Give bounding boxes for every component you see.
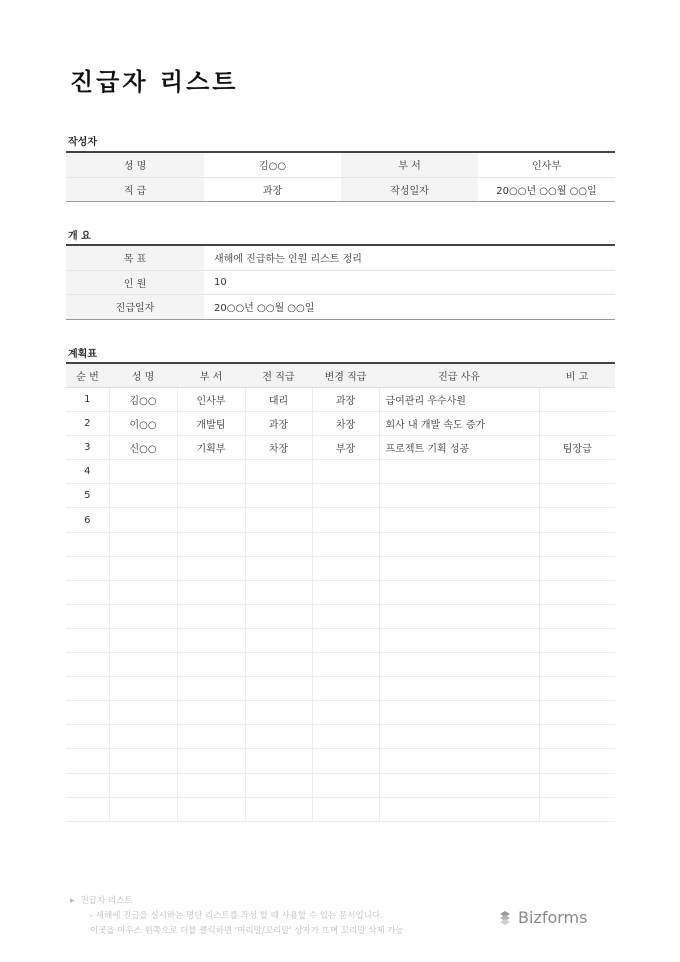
cell-col-name[interactable]: 이○○ <box>109 412 177 436</box>
cell-col-new-rank[interactable] <box>312 580 379 604</box>
cell-col-dept[interactable] <box>177 749 245 773</box>
cell-col-new-rank[interactable] <box>312 749 379 773</box>
cell-col-note[interactable] <box>539 773 615 797</box>
footer-description: - 새해에 진급을 실시하는 명단 리스트를 작성 할 때 사용할 수 있는 문서입니다. <box>90 911 383 921</box>
cell-col-name[interactable] <box>109 628 177 652</box>
cell-col-prev-rank[interactable] <box>245 532 312 556</box>
cell-col-prev-rank[interactable] <box>245 508 312 532</box>
cell-col-dept[interactable] <box>177 797 245 821</box>
cell-col-dept[interactable] <box>177 460 245 484</box>
cell-col-new-rank[interactable] <box>312 460 379 484</box>
cell-col-name[interactable] <box>109 773 177 797</box>
cell-col-note[interactable] <box>539 388 615 412</box>
cell-col-new-rank[interactable] <box>312 532 379 556</box>
cell-col-dept[interactable] <box>177 653 245 677</box>
cell-col-prev-rank[interactable] <box>245 677 312 701</box>
cell-col-prev-rank[interactable] <box>245 797 312 821</box>
cell-col-no[interactable] <box>66 749 109 773</box>
cell-col-dept[interactable] <box>177 677 245 701</box>
cell-col-note[interactable] <box>539 460 615 484</box>
cell-col-no[interactable] <box>66 556 109 580</box>
footer-instruction: 이곳을 마우스 왼쪽으로 더블 클릭하면 '머리말/꼬리말' 상자가 뜨며 꼬리말 삭제 가능 <box>90 926 404 936</box>
cell-col-reason[interactable]: 급여관리 우수사원 <box>379 388 539 412</box>
plan-section-label: 계획표 <box>68 349 97 360</box>
cell-col-reason[interactable] <box>379 773 539 797</box>
brand-name: Bizforms <box>518 908 588 927</box>
cell-col-prev-rank[interactable] <box>245 460 312 484</box>
cell-col-dept[interactable] <box>177 484 245 508</box>
cell-col-name[interactable] <box>109 725 177 749</box>
table-row <box>66 797 615 821</box>
rank-value[interactable]: 과장 <box>262 185 283 197</box>
cell-col-name[interactable] <box>109 484 177 508</box>
cell-col-reason[interactable] <box>379 749 539 773</box>
cell-col-prev-rank[interactable] <box>245 580 312 604</box>
cell-col-reason[interactable] <box>379 653 539 677</box>
cell-col-dept[interactable] <box>177 701 245 725</box>
cell-col-new-rank[interactable] <box>312 677 379 701</box>
brand-logo <box>496 908 587 927</box>
cell-col-new-rank[interactable] <box>312 701 379 725</box>
cell-col-name[interactable] <box>109 580 177 604</box>
dept-label: 부 서 <box>341 152 478 177</box>
cell-col-new-rank[interactable] <box>312 508 379 532</box>
cell-col-note[interactable] <box>539 412 615 436</box>
cell-col-prev-rank[interactable]: 대리 <box>245 388 312 412</box>
header-col-name: 성 명 <box>109 363 177 388</box>
overview-table <box>66 244 615 320</box>
cell-col-prev-rank[interactable] <box>245 604 312 628</box>
table-row <box>66 556 615 580</box>
plan-table <box>66 362 615 822</box>
count-value[interactable]: 10 <box>204 270 615 295</box>
cell-col-note[interactable] <box>539 749 615 773</box>
header-col-reason: 진급 사유 <box>379 363 539 388</box>
cell-col-prev-rank[interactable] <box>245 773 312 797</box>
cell-col-dept[interactable] <box>177 773 245 797</box>
cell-col-new-rank[interactable] <box>312 628 379 652</box>
writer-section-label: 작성자 <box>68 137 97 148</box>
cell-col-note[interactable] <box>539 604 615 628</box>
cell-col-note[interactable] <box>539 628 615 652</box>
cell-col-note[interactable] <box>539 532 615 556</box>
cell-col-prev-rank[interactable] <box>245 556 312 580</box>
date-value[interactable]: 20○○년 ○○월 ○○일 <box>496 185 597 197</box>
cell-col-dept[interactable] <box>177 556 245 580</box>
cell-col-name[interactable]: 김○○ <box>109 388 177 412</box>
cell-col-prev-rank[interactable] <box>245 725 312 749</box>
header-col-no: 순 번 <box>66 363 109 388</box>
name-label: 성 명 <box>66 152 204 177</box>
footer-note <box>70 893 404 939</box>
cell-col-dept[interactable]: 기획부 <box>177 436 245 460</box>
cell-col-note[interactable] <box>539 508 615 532</box>
header-col-new-rank: 변경 직급 <box>312 363 379 388</box>
cell-col-note[interactable] <box>539 725 615 749</box>
footer-title: 진급자 리스트 <box>80 896 133 906</box>
cell-col-dept[interactable] <box>177 628 245 652</box>
table-row <box>66 628 615 652</box>
table-row <box>66 532 615 556</box>
rank-label: 직 급 <box>66 177 204 202</box>
date-label: 작성일자 <box>341 177 478 202</box>
cell-col-prev-rank[interactable]: 과장 <box>245 412 312 436</box>
cell-col-dept[interactable] <box>177 508 245 532</box>
table-row <box>66 773 615 797</box>
cell-col-reason[interactable] <box>379 677 539 701</box>
cell-col-name[interactable] <box>109 604 177 628</box>
cell-col-reason[interactable] <box>379 797 539 821</box>
cell-col-dept[interactable]: 개발팀 <box>177 412 245 436</box>
cell-col-dept[interactable] <box>177 580 245 604</box>
triangle-bullet-icon: ▶ <box>70 897 75 904</box>
dept-value[interactable]: 인사부 <box>478 152 615 177</box>
cell-col-new-rank[interactable]: 과장 <box>312 388 379 412</box>
cell-col-new-rank[interactable] <box>312 556 379 580</box>
cell-col-reason[interactable] <box>379 701 539 725</box>
table-row <box>66 508 615 532</box>
cell-col-new-rank[interactable]: 부장 <box>312 436 379 460</box>
cell-col-new-rank[interactable] <box>312 653 379 677</box>
cell-col-prev-rank[interactable] <box>245 749 312 773</box>
cell-col-name[interactable] <box>109 556 177 580</box>
cell-col-no[interactable] <box>66 797 109 821</box>
cell-col-no[interactable] <box>66 628 109 652</box>
cell-col-new-rank[interactable] <box>312 604 379 628</box>
table-row <box>66 580 615 604</box>
header-col-prev-rank: 전 직급 <box>245 363 312 388</box>
overview-section-label: 개 요 <box>68 231 91 242</box>
page-title: 진급자 리스트 <box>70 68 239 96</box>
header-col-note: 비 고 <box>539 363 615 388</box>
cell-col-name[interactable] <box>109 460 177 484</box>
table-row <box>66 653 615 677</box>
cell-col-prev-rank[interactable]: 차장 <box>245 436 312 460</box>
table-row <box>66 677 615 701</box>
cell-col-no[interactable] <box>66 773 109 797</box>
cell-col-new-rank[interactable]: 차장 <box>312 412 379 436</box>
cell-col-reason[interactable] <box>379 532 539 556</box>
cell-col-name[interactable] <box>109 797 177 821</box>
cell-col-no[interactable] <box>66 532 109 556</box>
table-row <box>66 436 615 460</box>
cell-col-prev-rank[interactable] <box>245 653 312 677</box>
writer-table <box>66 151 615 202</box>
cell-col-no[interactable]: 5 <box>66 484 109 508</box>
cell-col-prev-rank[interactable] <box>245 484 312 508</box>
table-row <box>66 749 615 773</box>
cell-col-no[interactable]: 2 <box>66 412 109 436</box>
cell-col-note[interactable] <box>539 580 615 604</box>
cell-col-note[interactable]: 팀장급 <box>539 436 615 460</box>
cell-col-name[interactable] <box>109 677 177 701</box>
count-label: 인 원 <box>66 270 204 295</box>
bizforms-logo-icon <box>496 909 514 927</box>
cell-col-new-rank[interactable] <box>312 484 379 508</box>
cell-col-name[interactable]: 신○○ <box>109 436 177 460</box>
cell-col-name[interactable] <box>109 653 177 677</box>
cell-col-reason[interactable] <box>379 556 539 580</box>
cell-col-note[interactable] <box>539 653 615 677</box>
cell-col-reason[interactable]: 회사 내 개발 속도 증가 <box>379 412 539 436</box>
cell-col-prev-rank[interactable] <box>245 628 312 652</box>
name-value[interactable]: 김○○ <box>204 152 341 177</box>
header-col-dept: 부 서 <box>177 363 245 388</box>
goal-label: 목 표 <box>66 245 204 270</box>
cell-col-name[interactable] <box>109 701 177 725</box>
cell-col-new-rank[interactable] <box>312 773 379 797</box>
table-row <box>66 460 615 484</box>
cell-col-reason[interactable] <box>379 484 539 508</box>
cell-col-note[interactable] <box>539 484 615 508</box>
cell-col-new-rank[interactable] <box>312 725 379 749</box>
cell-col-no[interactable] <box>66 725 109 749</box>
cell-col-no[interactable] <box>66 580 109 604</box>
promo-date-label: 진급일자 <box>66 295 204 320</box>
cell-col-dept[interactable] <box>177 725 245 749</box>
cell-col-reason[interactable] <box>379 508 539 532</box>
cell-col-reason[interactable] <box>379 725 539 749</box>
cell-col-no[interactable]: 6 <box>66 508 109 532</box>
cell-col-reason[interactable] <box>379 604 539 628</box>
cell-col-name[interactable] <box>109 749 177 773</box>
cell-col-dept[interactable] <box>177 532 245 556</box>
cell-col-no[interactable] <box>66 677 109 701</box>
cell-col-note[interactable] <box>539 556 615 580</box>
cell-col-reason[interactable] <box>379 580 539 604</box>
cell-col-no[interactable] <box>66 653 109 677</box>
cell-col-prev-rank[interactable] <box>245 701 312 725</box>
cell-col-name[interactable] <box>109 508 177 532</box>
cell-col-reason[interactable]: 프로젝트 기획 성공 <box>379 436 539 460</box>
cell-col-no[interactable]: 3 <box>66 436 109 460</box>
cell-col-note[interactable] <box>539 701 615 725</box>
cell-col-no[interactable] <box>66 604 109 628</box>
cell-col-dept[interactable]: 인사부 <box>177 388 245 412</box>
cell-col-dept[interactable] <box>177 604 245 628</box>
cell-col-no[interactable] <box>66 701 109 725</box>
cell-col-reason[interactable] <box>379 460 539 484</box>
cell-col-no[interactable]: 4 <box>66 460 109 484</box>
cell-col-reason[interactable] <box>379 628 539 652</box>
table-row <box>66 388 615 412</box>
cell-col-new-rank[interactable] <box>312 797 379 821</box>
promo-date-value[interactable]: 20○○년 ○○월 ○○일 <box>214 303 315 315</box>
table-row <box>66 484 615 508</box>
cell-col-note[interactable] <box>539 797 615 821</box>
table-row <box>66 412 615 436</box>
cell-col-note[interactable] <box>539 677 615 701</box>
table-row <box>66 604 615 628</box>
cell-col-name[interactable] <box>109 532 177 556</box>
goal-value[interactable]: 새해에 진급하는 인원 리스트 정리 <box>204 245 615 270</box>
cell-col-no[interactable]: 1 <box>66 388 109 412</box>
table-row <box>66 701 615 725</box>
table-row <box>66 725 615 749</box>
